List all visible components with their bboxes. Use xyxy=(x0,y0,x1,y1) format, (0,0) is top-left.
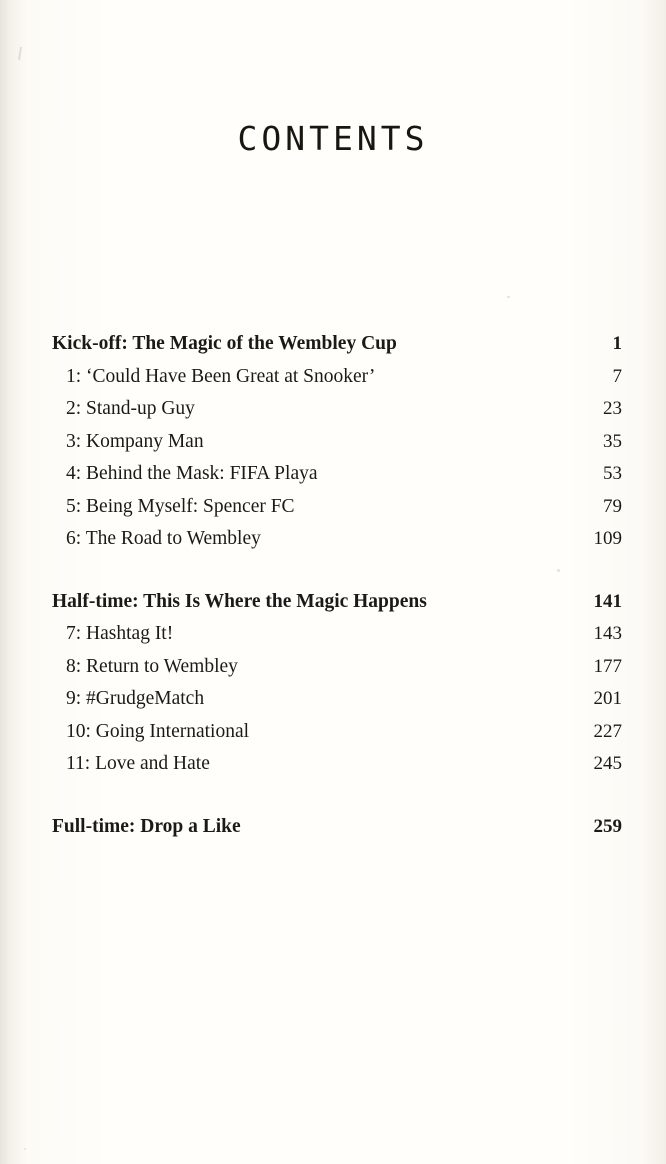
toc-entry-label: 11: Love and Hate xyxy=(66,753,210,774)
toc-entry-page-number: 227 xyxy=(593,720,622,742)
toc-spacer xyxy=(52,787,622,817)
toc-entry-page-number: 141 xyxy=(593,590,622,612)
toc-entry-label: Full-time: Drop a Like xyxy=(52,815,241,837)
scan-speck xyxy=(24,1148,26,1150)
toc-entry-label: 10: Going International xyxy=(66,720,250,742)
toc-chapter-row[interactable] xyxy=(52,529,622,549)
toc-chapter-row[interactable] xyxy=(52,689,622,709)
toc-entry-label: 2: Stand-up Guy xyxy=(66,398,195,419)
toc-entry-label: 3: Kompany Man xyxy=(66,430,204,452)
toc-entry-page-number: 245 xyxy=(593,753,622,774)
toc-chapter-row[interactable] xyxy=(52,399,622,419)
toc-entry-label: 9: #GrudgeMatch xyxy=(66,688,205,709)
toc-entry-page-number: 143 xyxy=(593,623,622,644)
toc-entry-label: 8: Return to Wembley xyxy=(66,655,238,677)
scan-speck xyxy=(18,47,22,60)
toc-chapter-row[interactable] xyxy=(52,497,622,517)
page-title: CONTENTS xyxy=(237,119,429,158)
toc-entry-label: 1: ‘Could Have Been Great at Snooker’ xyxy=(66,365,376,387)
toc-entry-page-number: 23 xyxy=(603,398,622,419)
toc-entry-label: 5: Being Myself: Spencer FC xyxy=(66,495,295,517)
toc-entry-page-number: 1 xyxy=(612,333,622,354)
toc-chapter-row[interactable] xyxy=(52,722,622,742)
toc-spacer xyxy=(52,562,622,592)
toc-entry-label: 7: Hashtag It! xyxy=(66,623,174,644)
toc-entry-label: Half-time: This Is Where the Magic Happens xyxy=(52,590,427,612)
toc-entry-label: 4: Behind the Mask: FIFA Playa xyxy=(66,463,318,484)
toc-entry-page-number: 177 xyxy=(593,655,622,677)
toc-entry-page-number: 7 xyxy=(612,365,622,387)
toc-section-row[interactable] xyxy=(52,334,622,354)
toc-entry-page-number: 79 xyxy=(603,495,622,517)
toc-chapter-row[interactable] xyxy=(52,432,622,452)
toc-chapter-row[interactable] xyxy=(52,657,622,677)
toc-section-row[interactable] xyxy=(52,592,622,612)
toc-entry-page-number: 35 xyxy=(603,430,622,452)
scan-speck xyxy=(507,296,510,298)
toc-chapter-row[interactable] xyxy=(52,754,622,774)
toc-entry-label: Kick-off: The Magic of the Wembley Cup xyxy=(52,333,397,354)
toc-entry-page-number: 259 xyxy=(593,815,622,837)
toc-section-row[interactable] xyxy=(52,817,622,837)
toc-entry-page-number: 109 xyxy=(593,528,622,549)
toc-chapter-row[interactable] xyxy=(52,464,622,484)
toc-chapter-row[interactable] xyxy=(52,367,622,387)
toc-chapter-row[interactable] xyxy=(52,624,622,644)
toc-entry-label: 6: The Road to Wembley xyxy=(66,528,261,549)
toc-entry-page-number: 201 xyxy=(593,688,622,709)
toc-entry-page-number: 53 xyxy=(603,463,622,484)
table-of-contents xyxy=(52,334,622,849)
